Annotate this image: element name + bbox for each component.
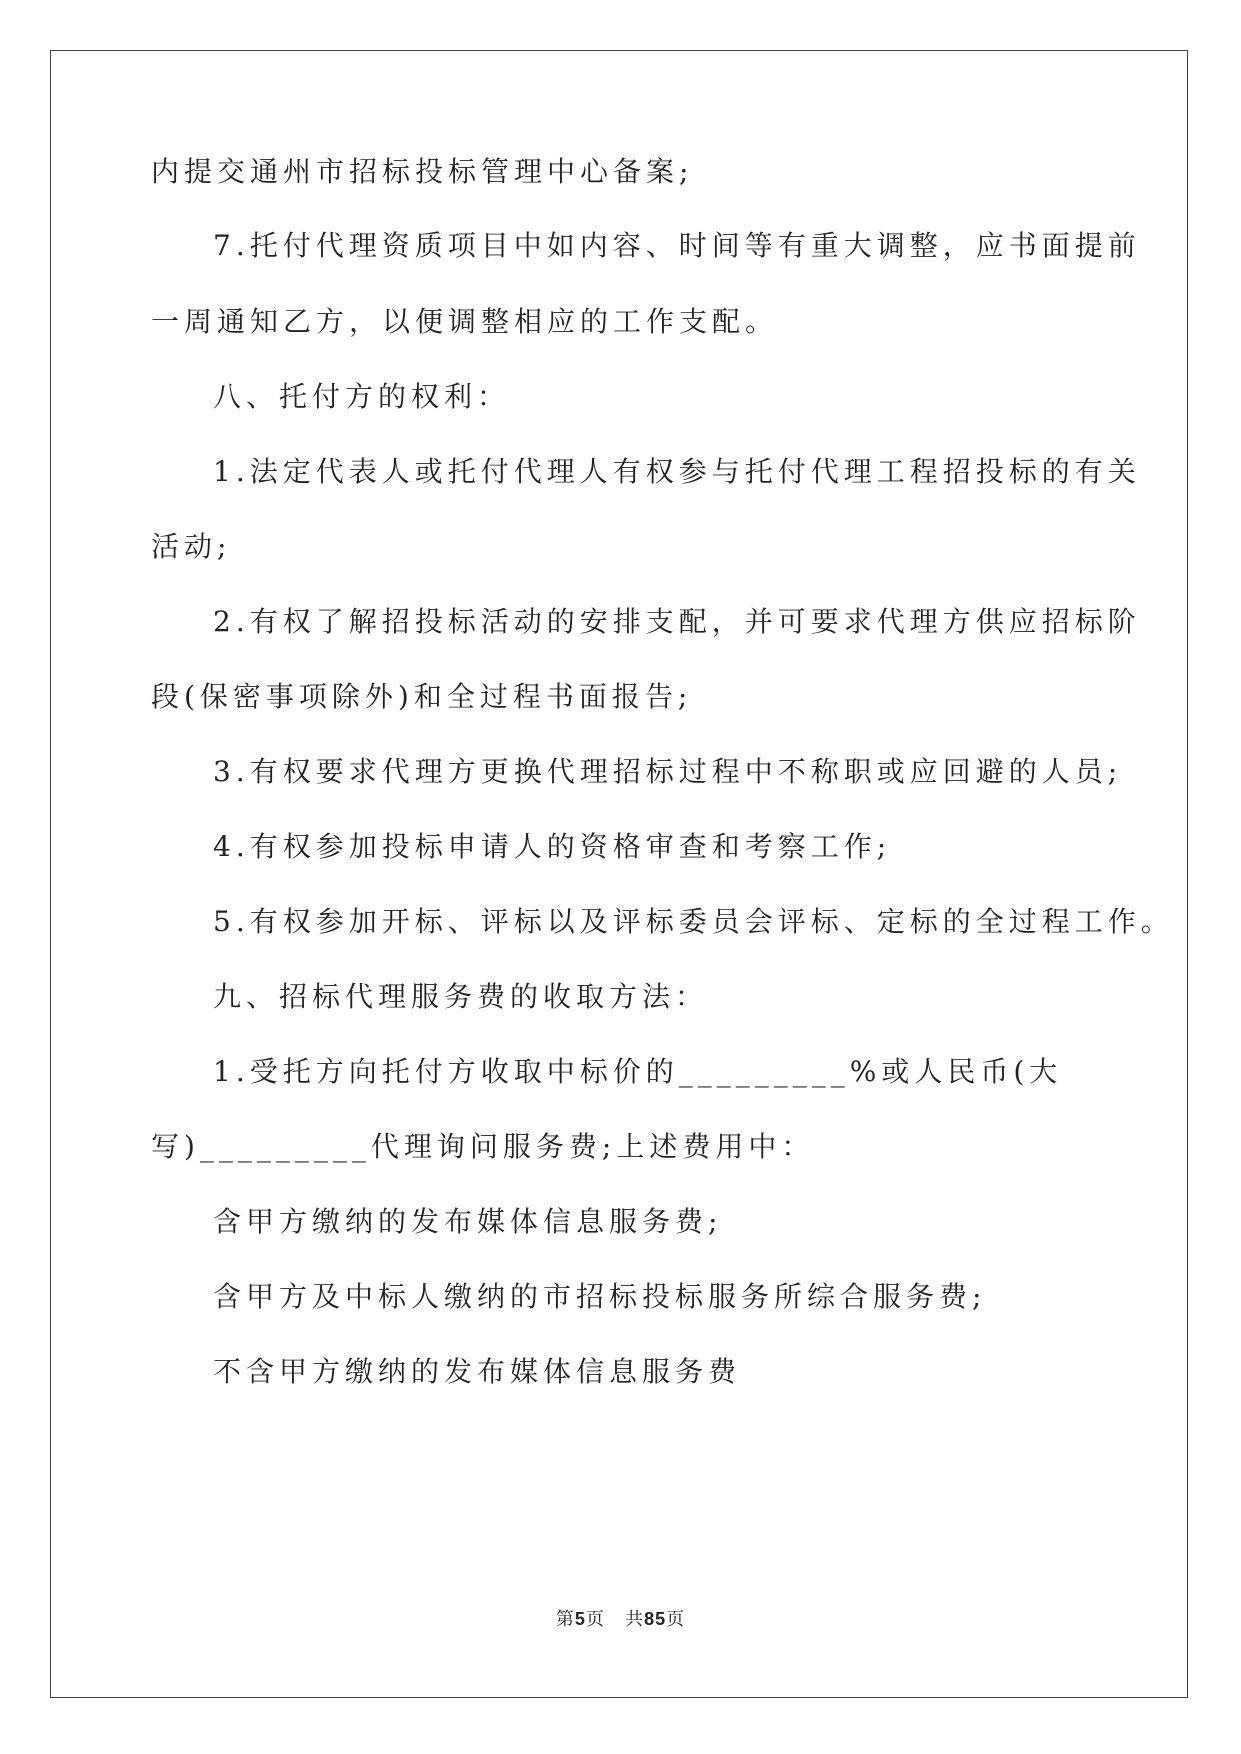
text-line: 一周通知乙方，以便调整相应的工作支配。	[151, 305, 779, 338]
text-line: 含甲方及中标人缴纳的市招标投标服务所综合服务费;	[213, 1280, 987, 1313]
text-line: 活动;	[151, 530, 232, 563]
text-line: 2.有权了解招投标活动的安排支配，并可要求代理方供应招标阶	[213, 605, 1141, 638]
text-line: 1.受托方向托付方收取中标价的_________%或人民币(大	[213, 1055, 1063, 1088]
footer-total-prefix: 共	[625, 1609, 645, 1630]
page-footer	[0, 1605, 1241, 1631]
text-line: 内提交通州市招标投标管理中心备案;	[151, 155, 694, 188]
text-line: 含甲方缴纳的发布媒体信息服务费;	[213, 1205, 723, 1238]
footer-total-suffix: 页	[666, 1609, 686, 1630]
text-line: 7.托付代理资质项目中如内容、时间等有重大调整，应书面提前	[213, 229, 1141, 262]
footer-page-suffix: 页	[585, 1609, 605, 1630]
section-heading: 九、招标代理服务费的收取方法：	[213, 980, 709, 1013]
page-border	[50, 50, 1188, 1698]
text-line: 5.有权参加开标、评标以及评标委员会评标、定标的全过程工作。	[213, 905, 1174, 938]
text-line: 1.法定代表人或托付代理人有权参与托付代理工程招投标的有关	[213, 455, 1141, 488]
text-line: 不含甲方缴纳的发布媒体信息服务费	[213, 1355, 742, 1388]
total-pages: 85	[644, 1609, 667, 1629]
text-line: 3.有权要求代理方更换代理招标过程中不称职或应回避的人员;	[213, 755, 1123, 788]
page-number: 5	[574, 1609, 586, 1629]
text-line: 段(保密事项除外)和全过程书面报告;	[151, 680, 693, 713]
text-line: 4.有权参加投标申请人的资格审查和考察工作;	[213, 830, 892, 863]
footer-prefix: 第	[555, 1609, 575, 1630]
section-heading: 八、托付方的权利：	[213, 380, 511, 413]
text-line: 写)_________代理询问服务费;上述费用中：	[151, 1130, 815, 1163]
